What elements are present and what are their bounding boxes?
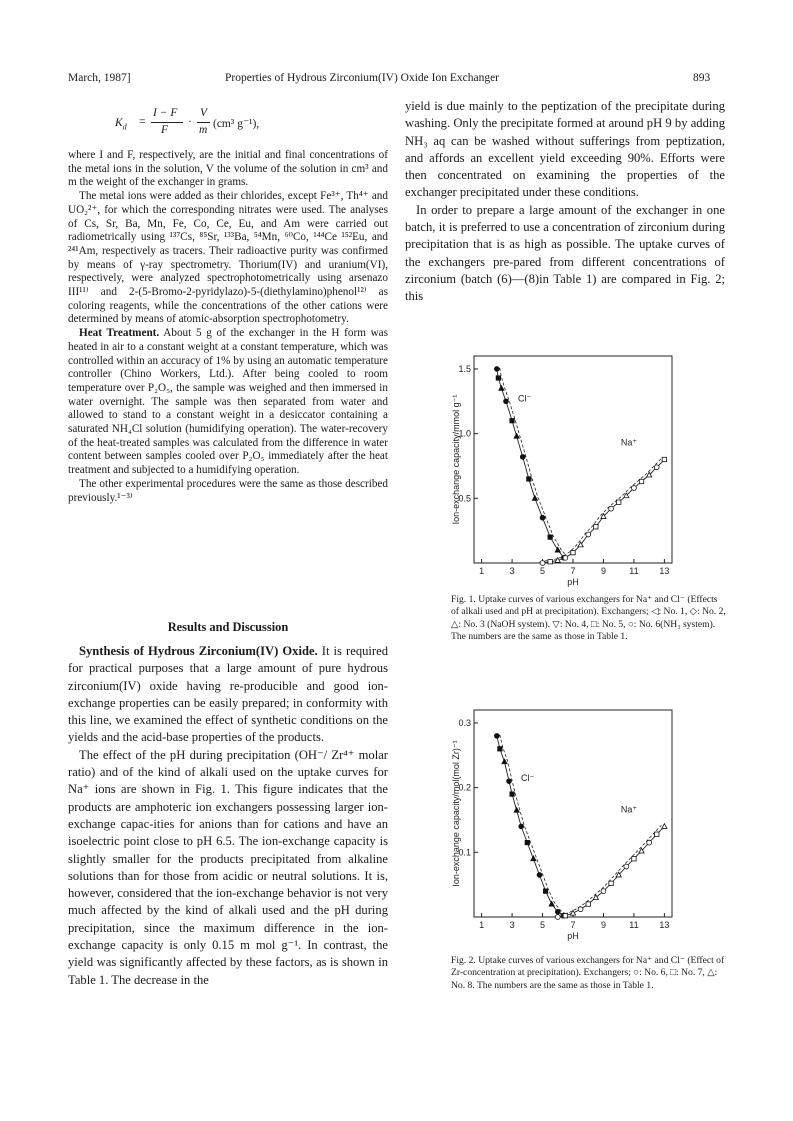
formula-numerator: I − F xyxy=(153,107,178,119)
y-tick-label: 0.5 xyxy=(458,493,471,504)
paragraph-heat-treatment xyxy=(68,327,388,478)
data-point xyxy=(499,386,504,391)
x-tick-label: 3 xyxy=(509,566,515,576)
section-title: Results and Discussion xyxy=(167,620,289,634)
data-point xyxy=(578,907,583,912)
formula-eq: = xyxy=(139,116,146,128)
x-tick-label: 13 xyxy=(659,920,670,930)
data-point xyxy=(494,367,499,372)
y-tick-label: 0.2 xyxy=(458,782,471,793)
synthesis-text: It is required for practical purposes that a large amount of pure hydrous zirconium(IV) oxide having re-producible and good ion-exchange properties can be easily prepared; in conformity with this line, we examined the effect of synthetic conditions on the yields and the acid-base properties of the products. xyxy=(68,644,388,745)
data-point xyxy=(525,840,529,844)
series-line-dashed xyxy=(555,825,662,916)
x-tick-label: 9 xyxy=(600,566,606,576)
x-tick-label: 9 xyxy=(600,920,606,930)
data-point xyxy=(639,479,643,483)
x-tick-label: 7 xyxy=(570,566,576,576)
heat-treatment-heading: Heat Treatment. xyxy=(79,327,160,340)
paragraph-other-procedures: The other experimental procedures were the same as those described previously.¹⁻³⁾ xyxy=(68,477,388,504)
series-line xyxy=(543,460,665,564)
data-point xyxy=(655,832,659,836)
annotation-na: Na⁺ xyxy=(620,437,638,448)
heat-treatment-text: About 5 g of the exchanger in the H form was heated in air to a constant weight at a constant temperature, which was controlled within an accuracy of 1% by using an automatic temperature controller (Chino Workers, Ltd.). After being cooled to room temperature over P₂O₅, the sample was weighed and then immersed in water overnight. The sample was then separated from water and allowed to stand to a constant weight in a desiccator containing a saturated NH₄Cl solution (humidifying operation). The water-recovery of the heat-treated samples was calculated from the difference in water content between samples cooled over P₂O₅ immediately after the heat treatment and subjected to a humidifying operation. xyxy=(68,327,388,477)
right-column xyxy=(405,98,725,306)
data-point xyxy=(555,547,560,552)
synthesis-heading: Synthesis of Hydrous Zirconium(IV) Oxide. xyxy=(79,644,318,658)
paragraph-zr-concentration: In order to prepare a large amount of the exchanger in one batch, it is preferred to use a concentration of zirconium during precipitation that is as high as possible. The uptake curves of the exchangers pre-pared from different concentrations of zirconium (batch (6)—(8)in Table 1) are compared in Fig. 2; this xyxy=(405,202,725,304)
figure-2-chart xyxy=(448,700,682,946)
formula-dot: · xyxy=(188,116,192,128)
data-point xyxy=(609,506,614,511)
formula-denominator: F xyxy=(161,124,169,136)
data-point xyxy=(662,824,667,829)
series-line-dashed xyxy=(500,735,567,915)
figure-1-caption xyxy=(451,594,726,643)
data-point xyxy=(662,457,666,461)
formula-lhs: $K_d$ xyxy=(115,117,127,132)
data-point xyxy=(537,873,542,878)
running-header-date: March, 1987] xyxy=(68,72,131,84)
data-point xyxy=(532,496,537,501)
page-number: 893 xyxy=(693,72,711,84)
data-point xyxy=(563,555,568,560)
x-tick-label: 1 xyxy=(479,920,485,930)
data-point xyxy=(555,909,560,914)
paragraph-ph-effect: The effect of the pH during precipitation (OH⁻/ Zr⁴⁺ molar ratio) and of the kind of alkali used on the uptake curves for Na⁺ ions are shown in Fig. 1. This figure indicates that the products are amphoteric ion exchangers possessing larger ion-exchange capac-ities for anions than for cations and have an isoelectric point close to pH 6.5. The ion-exchange capacity is slightly smaller for the products precipitated from alkaline solutions than for those from acidic or neutral solutions. It is, however, considered that the ion-exchange behavior is not very much affected by the kind of alkali used and the pH during precipitation, since the maximum difference in the ion-exchange capacity is only 0.15 m mol g⁻¹. In contrast, the yield was significantly affected by these factors, as is shown in Table 1. The decrease in the xyxy=(68,747,388,987)
data-point xyxy=(502,759,507,764)
data-point xyxy=(616,500,620,504)
plot-frame xyxy=(474,356,672,563)
formula-v: V xyxy=(200,107,208,119)
x-tick-label: 11 xyxy=(629,566,639,576)
y-tick-label: 1.5 xyxy=(458,363,471,374)
left-column-lower xyxy=(68,643,388,989)
x-tick-label: 7 xyxy=(570,920,576,930)
x-tick-label: 5 xyxy=(540,566,546,576)
data-point xyxy=(548,535,552,539)
x-tick-label: 1 xyxy=(479,566,485,576)
data-point xyxy=(549,901,554,906)
data-point xyxy=(514,807,519,812)
fraction-bar-1 xyxy=(151,122,183,123)
data-point xyxy=(548,560,552,564)
data-point xyxy=(654,465,659,470)
data-point xyxy=(510,418,514,422)
y-axis-label: Ion-exchange capacity/mmol g⁻¹ xyxy=(451,394,461,525)
annotation-cl: Cl⁻ xyxy=(521,773,535,784)
data-point xyxy=(519,824,524,829)
paragraph-definitions: where I and F, respectively, are the initial and final concentrations of the metal ions in the solution, V the volume of the solution in cm³ and m the weight of the exchanger in grams. xyxy=(68,149,388,189)
data-point xyxy=(570,910,575,915)
figure-2-caption xyxy=(451,955,726,992)
data-point xyxy=(527,477,531,481)
data-point xyxy=(543,889,547,893)
data-point xyxy=(520,455,525,460)
y-tick-label: 0.3 xyxy=(458,717,471,728)
annotation-na: Na⁺ xyxy=(620,804,638,815)
figure-1-caption-text: Fig. 1. Uptake curves of various exchangers for Na⁺ and Cl⁻ (Effects of alkali used and pH at precipitation). Exchangers; ◁: No. 1, ◇: No. 2, △: No. 3 (NaOH system). ▽: No. 4, □: No. 5, ○: No. 6(NH₃ system). The numbers are the same as those in Table 1. xyxy=(451,594,726,642)
data-point xyxy=(624,864,629,869)
x-axis-label: pH xyxy=(567,577,579,587)
data-point xyxy=(496,376,500,380)
x-tick-label: 3 xyxy=(509,920,515,930)
x-tick-label: 11 xyxy=(629,920,639,930)
y-tick-label: 1.0 xyxy=(458,428,471,439)
data-point xyxy=(507,779,512,784)
data-point xyxy=(594,525,598,529)
data-point xyxy=(563,914,567,918)
data-point xyxy=(632,857,636,861)
left-column-upper xyxy=(68,149,388,505)
x-tick-label: 13 xyxy=(659,566,670,576)
x-axis-label: pH xyxy=(567,931,579,941)
kd-formula xyxy=(115,107,315,141)
data-point xyxy=(510,792,514,796)
formula-m: m xyxy=(199,124,208,136)
y-tick-label: 0.1 xyxy=(458,847,471,858)
data-point xyxy=(586,902,590,906)
data-point xyxy=(540,515,545,520)
data-point xyxy=(498,747,502,751)
y-axis-label: Ion-exchange capacity/mol(mol Zr)⁻¹ xyxy=(451,740,461,887)
x-tick-label: 5 xyxy=(540,920,546,930)
fraction-bar-2 xyxy=(197,122,210,123)
data-point xyxy=(601,889,606,894)
data-point xyxy=(531,856,536,861)
data-point xyxy=(586,532,591,537)
annotation-cl: Cl⁻ xyxy=(517,393,532,404)
data-point xyxy=(571,550,575,554)
data-point xyxy=(555,915,560,920)
paragraph-yield: yield is due mainly to the peptization of the precipitate during washing. Only the precipitate formed at around pH 9 by adding NH₃ aq can be washed without sufferings from peptization, and affords an excellent yield exceeding 90%. Efforts were then concentrated on examining the properties of the exchanger precipitated under these conditions. xyxy=(405,99,725,200)
data-point xyxy=(540,561,545,566)
data-point xyxy=(494,733,499,738)
series-line-dashed xyxy=(500,368,567,557)
data-point xyxy=(514,433,519,438)
paragraph-metal-ions: The metal ions were added as their chlorides, except Fe³⁺, Th⁴⁺ and UO₂²⁺, for which the corresponding nitrates were used. The analyses of Cs, Sr, Ba, Mn, Fe, Co, Ce, Eu, and Am were carried out radiometrically using ¹³⁷Cs, ⁸⁵Sr, ¹³³Ba, ⁵⁴Mn, ⁶⁰Co, ¹⁴⁴Ce ¹⁵²Eu, and ²⁴¹Am, respectively as tracers. Their radioactive purity was confirmed by means of γ-ray spectrometry. Thorium(IV) and uranium(VI), respectively, were analyzed spectrophotometrically using arsenazo III¹¹⁾ and 2-(5-Bromo-2-pyridylazo)-5-(diethylamino)phenol¹²⁾ as coloring reagents, while the concentrations of the other cations were determined by means of atomic-absorption spectrophotometry. xyxy=(68,190,388,326)
data-point xyxy=(632,486,637,491)
figure-1-chart xyxy=(448,348,682,590)
running-header-title: Properties of Hydrous Zirconium(IV) Oxide Ion Exchanger xyxy=(225,72,500,84)
formula-unit: (cm³ g⁻¹), xyxy=(213,118,260,130)
data-point xyxy=(504,399,509,404)
data-point xyxy=(647,840,652,845)
plot-frame xyxy=(474,710,672,917)
figure-2-caption-text: Fig. 2. Uptake curves of various exchangers for Na⁺ and Cl⁻ (Effect of Zr-concentration at precipitation). Exchangers; ○: No. 6, □: No. 7, △: No. 8. The numbers are the same as those in Table 1. xyxy=(451,955,725,991)
paragraph-synthesis xyxy=(68,643,388,747)
data-point xyxy=(609,881,613,885)
